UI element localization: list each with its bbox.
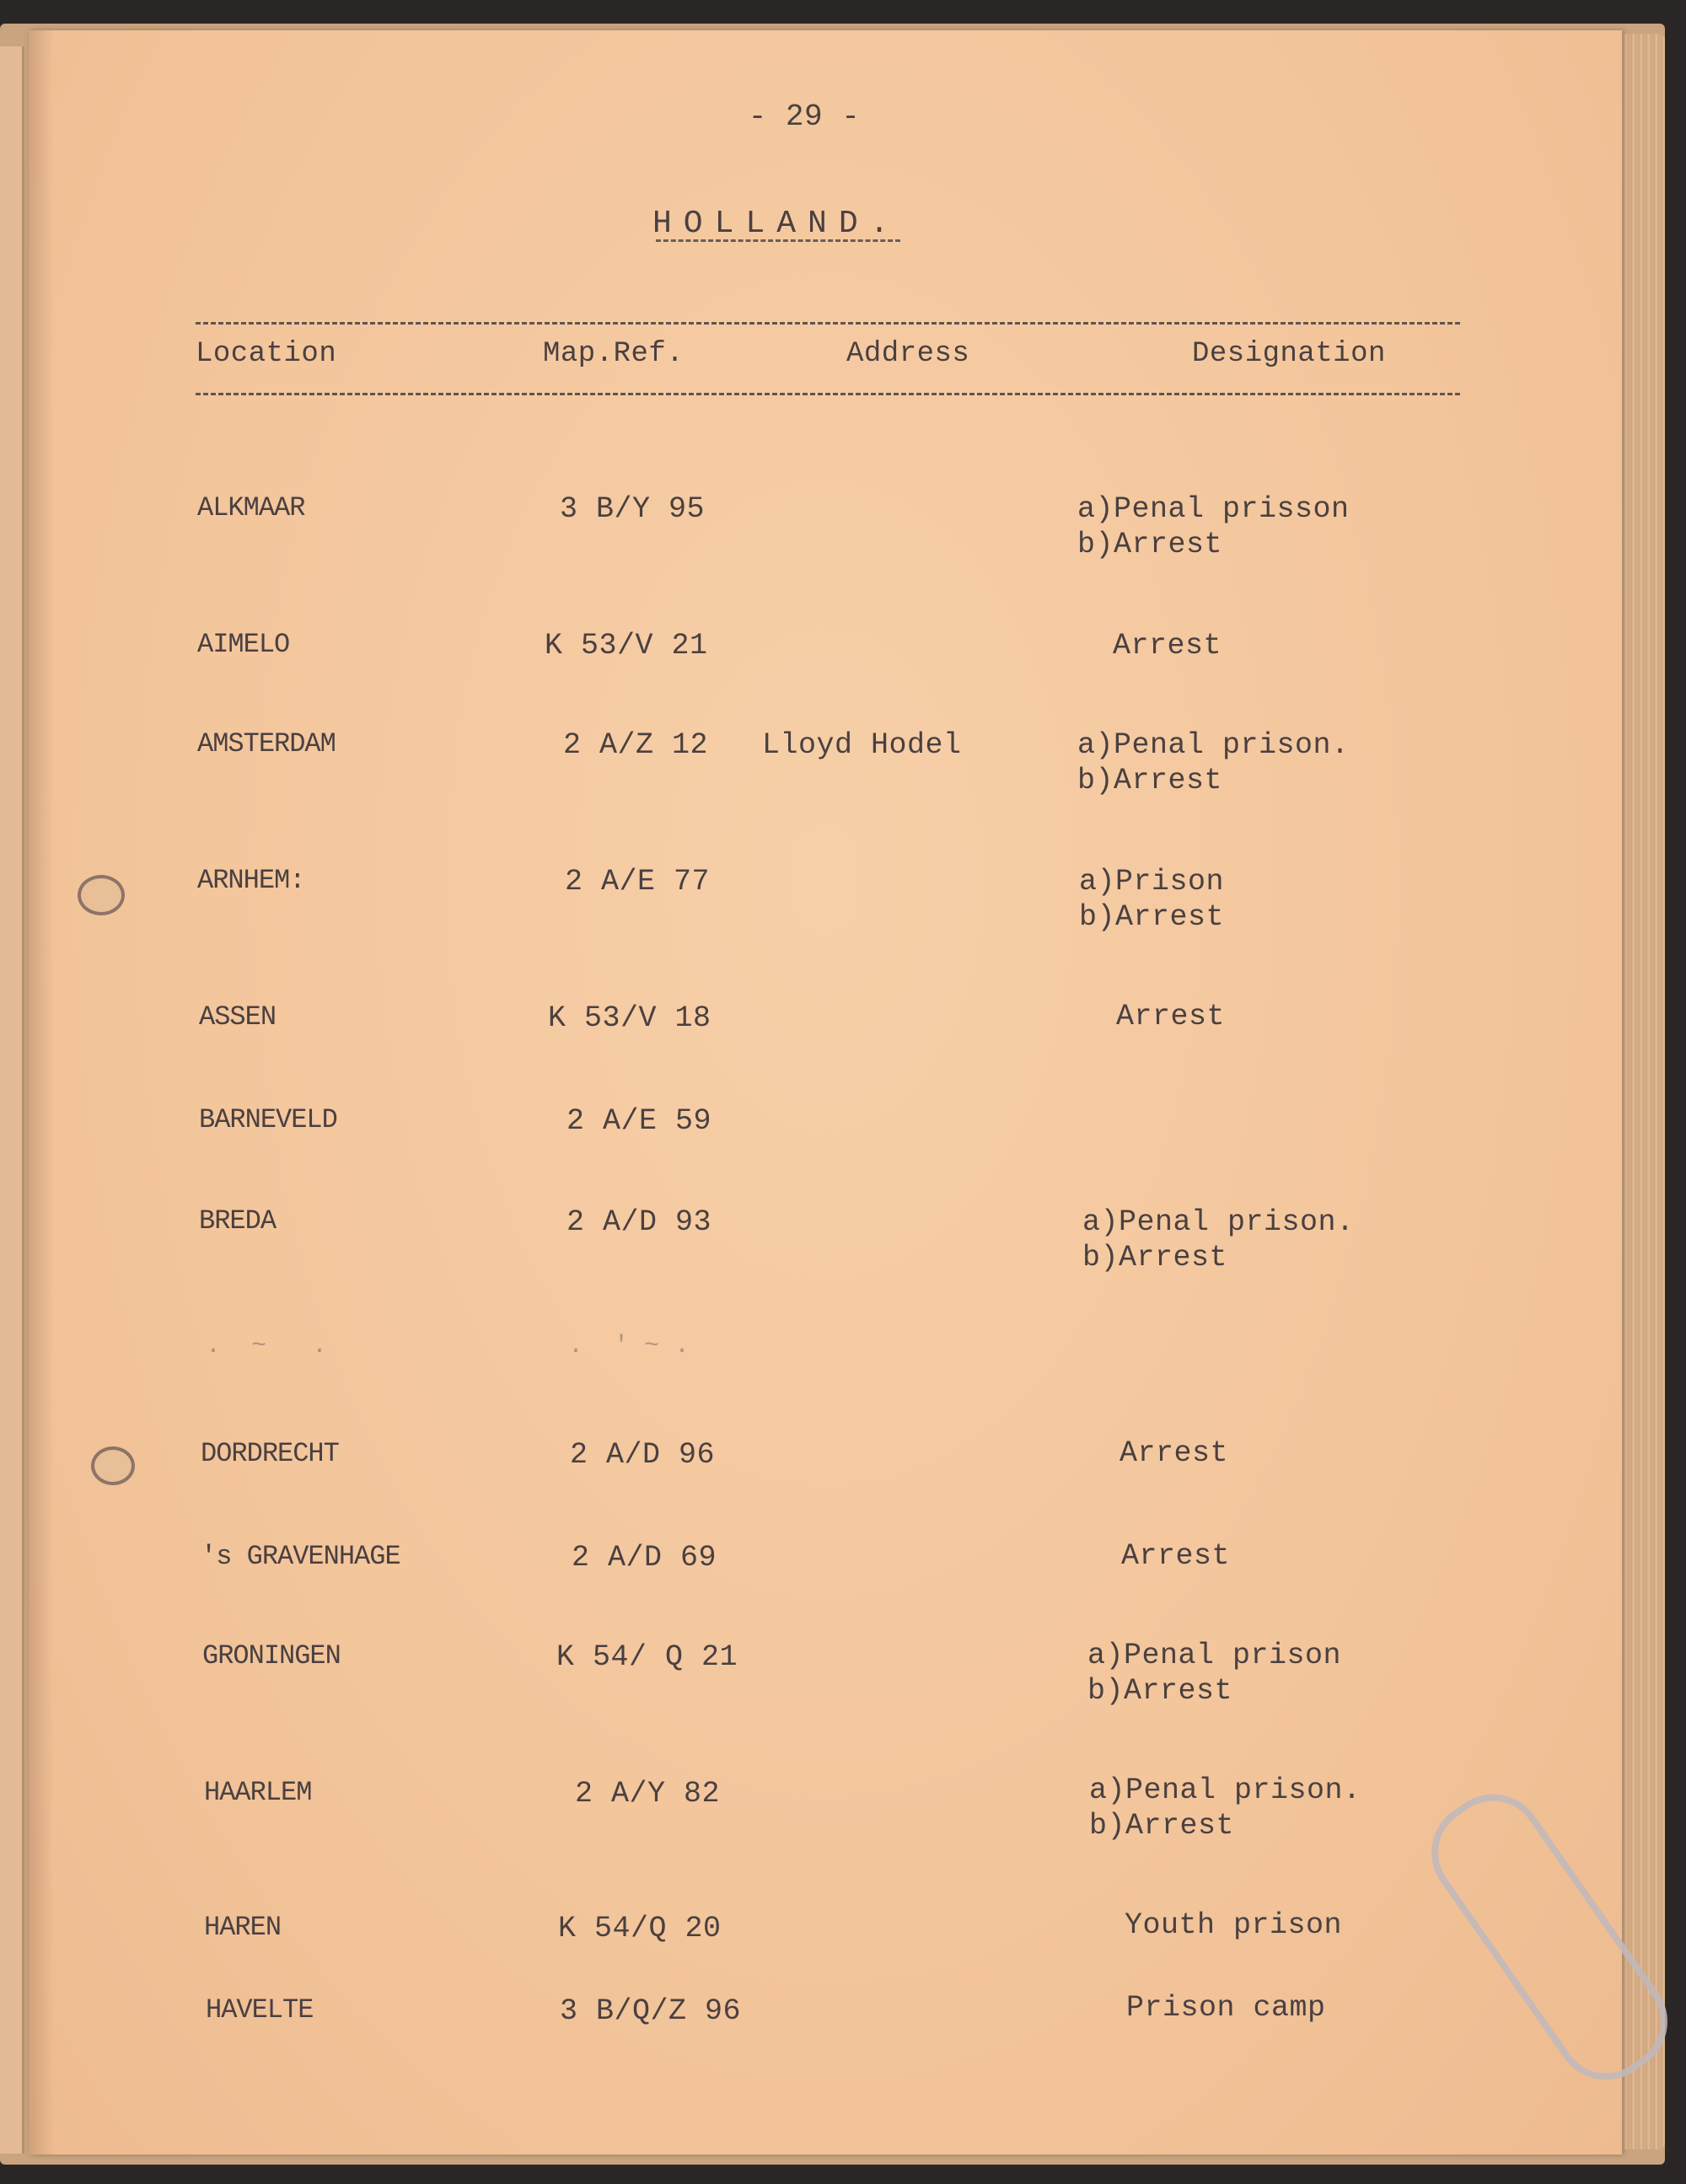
row-designation-a: a)Penal prison (1087, 1639, 1342, 1672)
row-designation-b: Arrest (1116, 1000, 1226, 1033)
punch-hole (91, 1446, 135, 1485)
row-designation-a: a)Penal prison. (1082, 1205, 1355, 1239)
row-map-ref: 2 A/Z 12 (563, 728, 709, 762)
punch-hole (78, 875, 125, 915)
row-location: 's GRAVENHAGE (201, 1541, 400, 1572)
row-designation-b: Prison camp (1126, 1991, 1326, 2025)
row-designation-b: Arrest (1120, 1436, 1229, 1470)
row-designation-a: a)Penal prison. (1077, 728, 1350, 762)
row-designation-b: Youth prison (1125, 1908, 1343, 1942)
row-location: AIMELO (197, 629, 290, 660)
row-map-ref: 2 A/E 59 (566, 1104, 712, 1138)
row-address: Lloyd Hodel (762, 728, 962, 762)
row-designation-b: b)Arrest (1077, 764, 1223, 797)
page-gutter (29, 30, 54, 2154)
row-map-ref: 2 A/E 77 (565, 865, 711, 899)
row-location: ASSEN (199, 1001, 277, 1033)
row-location: BARNEVELD (199, 1104, 337, 1135)
row-designation-a: a)Prison (1079, 865, 1225, 899)
title-underline (656, 239, 900, 242)
row-map-ref: K 53/V 18 (548, 1001, 711, 1035)
row-map-ref: 3 B/Y 95 (560, 492, 706, 526)
row-location: HAARLEM (204, 1777, 312, 1808)
row-map-ref: K 53/V 21 (545, 629, 708, 663)
row-designation-b: Arrest (1113, 629, 1222, 663)
page-number: - 29 - (748, 99, 861, 134)
row-location: ALKMAAR (197, 492, 305, 523)
document-page (29, 30, 1622, 2154)
row-location: BREDA (199, 1205, 277, 1237)
row-designation-b: b)Arrest (1089, 1809, 1235, 1843)
left-page-edge (0, 46, 24, 2154)
row-location: DORDRECHT (201, 1438, 339, 1469)
row-map-ref: 2 A/Y 82 (575, 1777, 721, 1811)
row-map-ref: 2 A/D 69 (572, 1541, 717, 1575)
row-map-ref: K 54/ Q 21 (556, 1640, 738, 1674)
illegible-marks: . ' ~ . (568, 1332, 690, 1360)
header-map-ref: Map.Ref. (543, 338, 685, 370)
row-location: ARNHEM: (197, 865, 305, 896)
table-top-rule (196, 322, 1460, 325)
row-map-ref: K 54/Q 20 (558, 1912, 722, 1945)
row-designation-b: b)Arrest (1079, 900, 1225, 934)
row-location: GRONINGEN (202, 1640, 341, 1672)
row-designation-b: b)Arrest (1077, 528, 1223, 561)
row-designation-b: Arrest (1121, 1539, 1231, 1573)
header-designation: Designation (1192, 338, 1386, 370)
row-map-ref: 2 A/D 93 (566, 1205, 712, 1239)
row-designation-b: b)Arrest (1087, 1674, 1233, 1708)
page-title: HOLLAND. (652, 206, 901, 242)
row-map-ref: 2 A/D 96 (570, 1438, 716, 1472)
header-address: Address (846, 338, 970, 370)
row-location: HAVELTE (206, 1994, 314, 2026)
row-location: AMSTERDAM (197, 728, 336, 759)
row-location: HAREN (204, 1912, 282, 1943)
row-map-ref: 3 B/Q/Z 96 (560, 1994, 742, 2028)
row-designation-a: a)Penal prison. (1089, 1773, 1361, 1807)
table-bottom-rule (196, 393, 1460, 395)
row-designation-b: b)Arrest (1082, 1241, 1228, 1274)
row-designation-a: a)Penal prisson (1077, 492, 1350, 526)
header-location: Location (196, 338, 337, 370)
illegible-marks: . ~ . (206, 1332, 328, 1360)
